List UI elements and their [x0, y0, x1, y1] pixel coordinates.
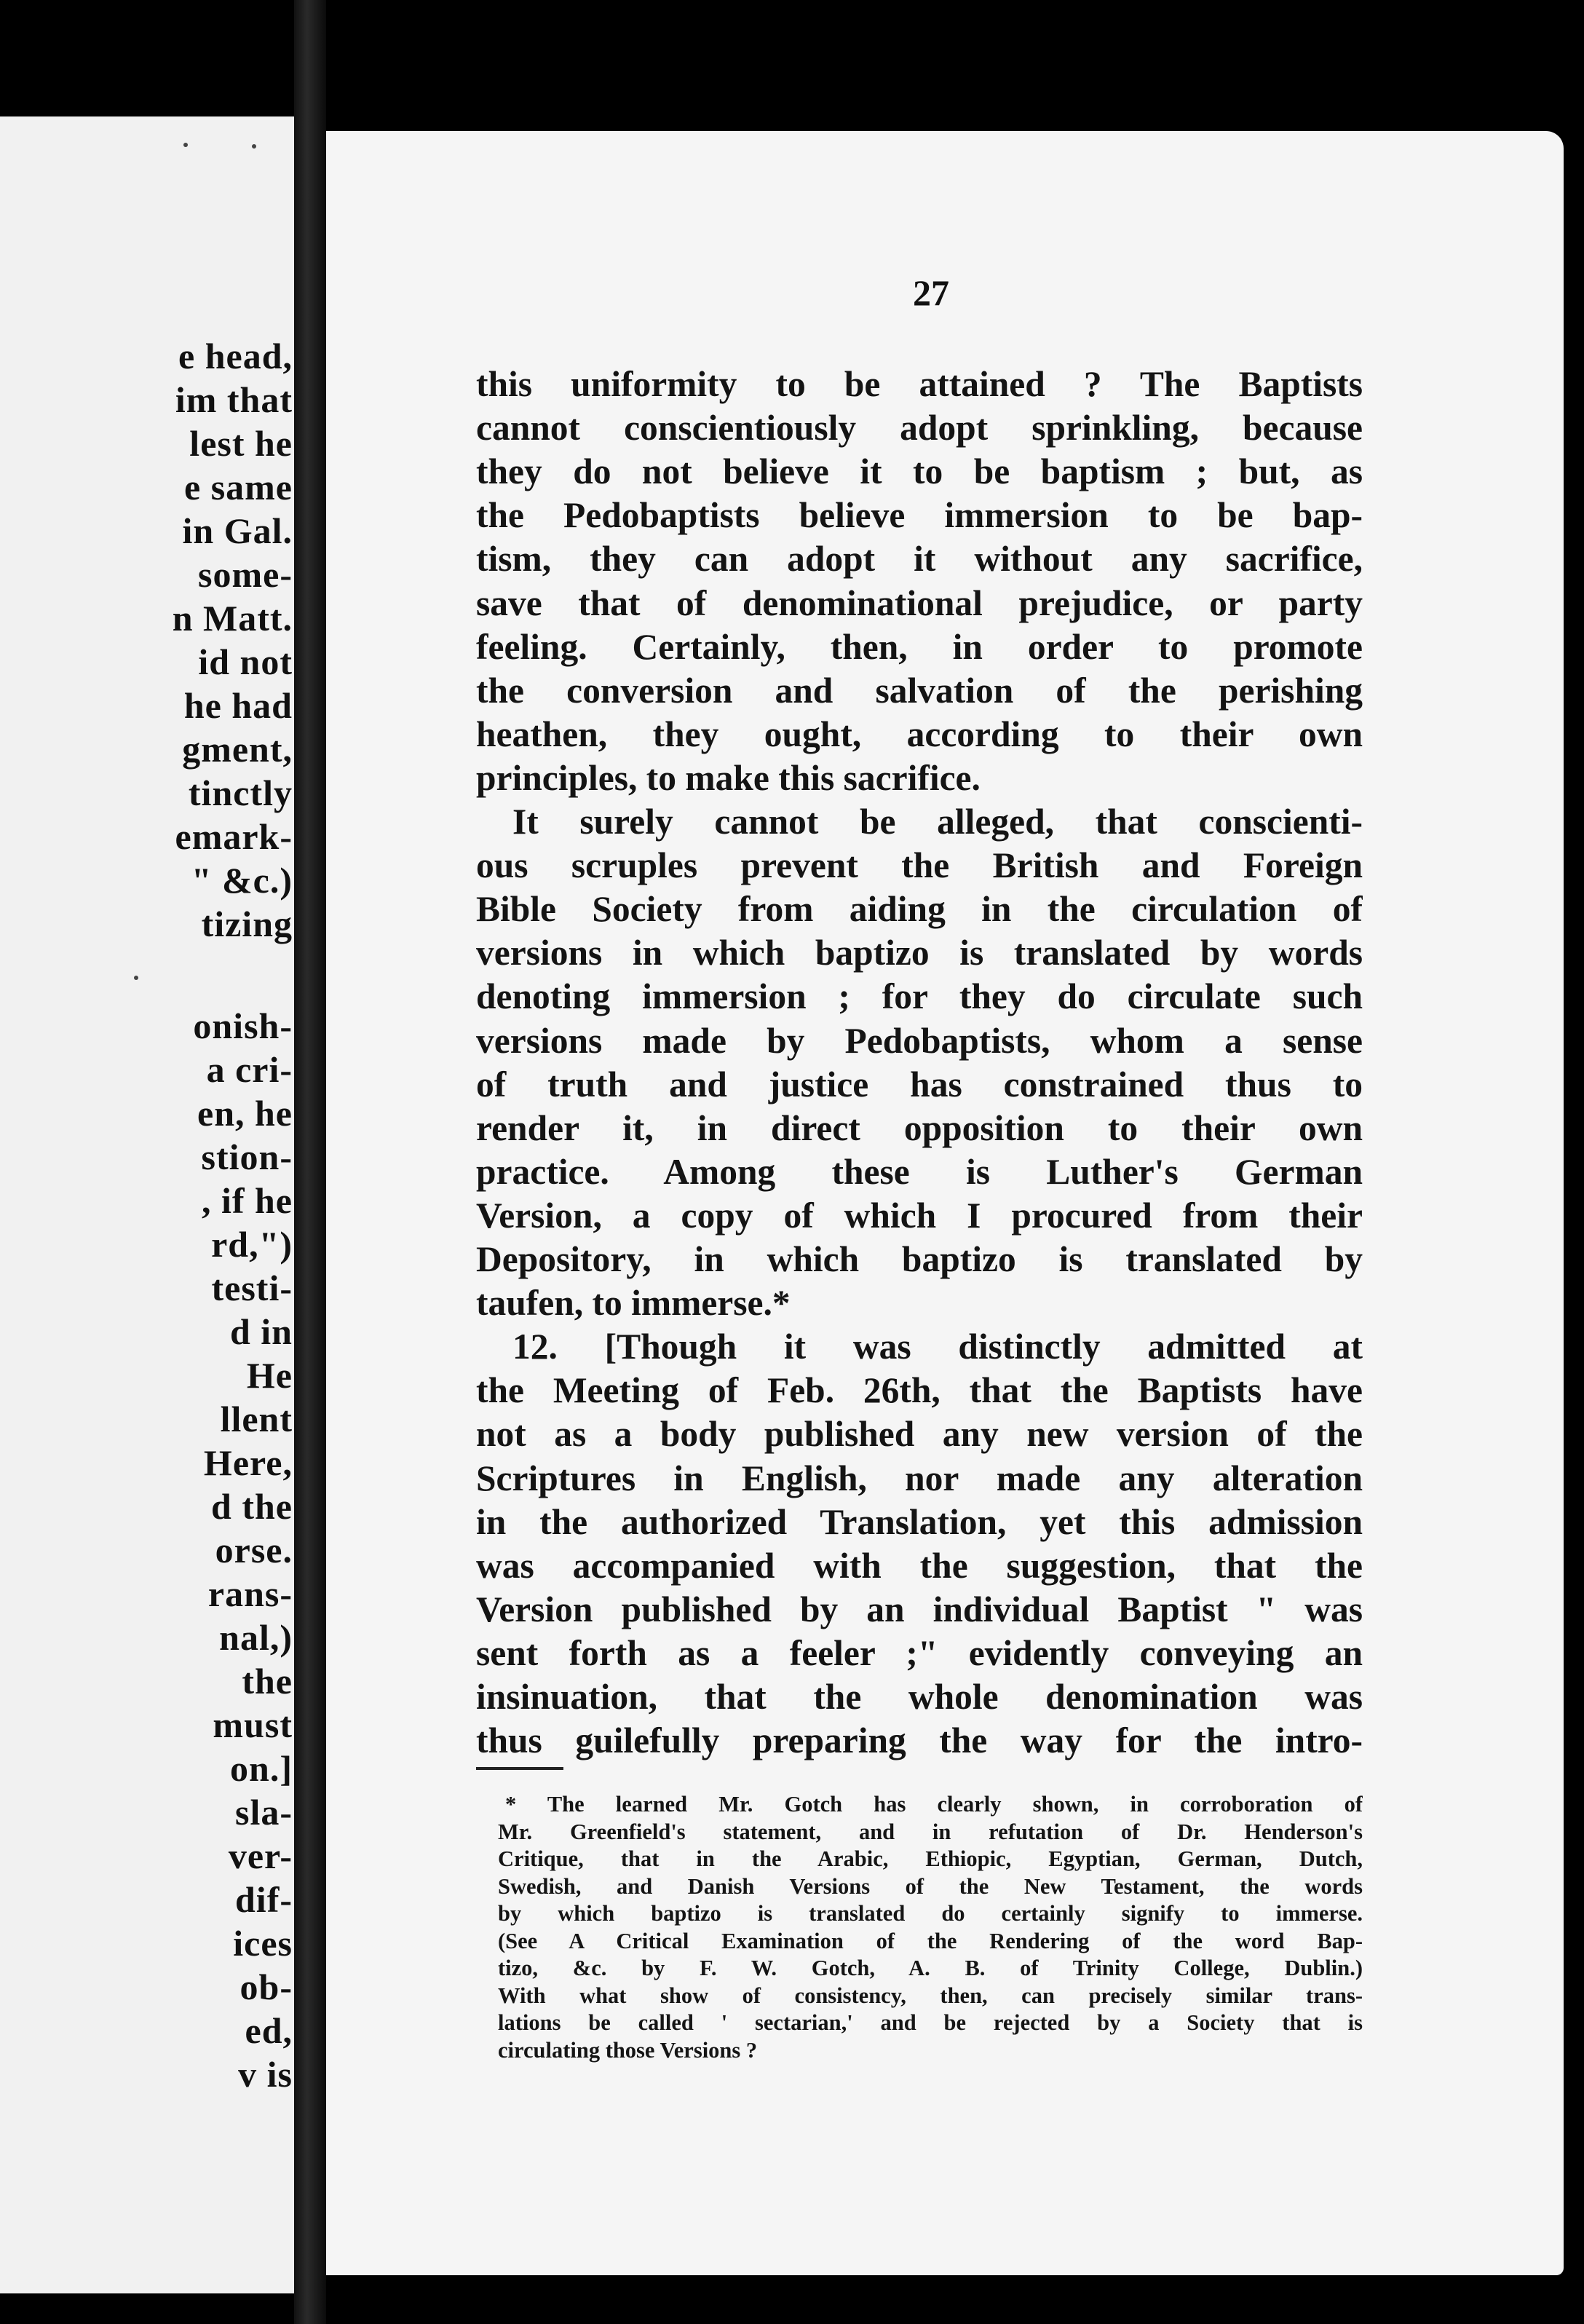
footnote-line: lations be called ' sectarian,' and be rejected by a Society that is	[498, 2010, 1363, 2035]
book-spine	[294, 0, 326, 2324]
left-page-line: He	[246, 1355, 293, 1396]
body-line: cannot conscientiously adopt sprinkling, because	[476, 408, 1363, 448]
body-line: 12. [Though it was distinctly admitted at	[512, 1327, 1363, 1367]
left-page-line: a cri-	[206, 1049, 293, 1090]
left-page-line: n Matt.	[172, 598, 293, 639]
left-page-line: en, he	[197, 1093, 293, 1134]
left-page-fragment	[0, 116, 306, 2293]
left-page-line: testi-	[211, 1268, 293, 1308]
left-page-line: d in	[229, 1311, 293, 1352]
footnote-line: With what show of consistency, then, can precisely similar trans-	[498, 1983, 1363, 2008]
footnote-line: tizo, &c. by F. W. Gotch, A. B. of Trinity College, Dublin.)	[498, 1956, 1363, 1980]
left-page-line: lest he	[189, 423, 293, 464]
body-line: not as a body published any new version of the	[476, 1414, 1363, 1455]
body-line: It surely cannot be alleged, that conscienti-	[512, 802, 1363, 842]
ink-speck	[183, 143, 188, 147]
left-page-line: sla-	[235, 1792, 293, 1833]
body-line: the Pedobaptists believe immersion to be bap-	[476, 495, 1363, 536]
left-page-line: im that	[175, 379, 293, 420]
body-line: ous scruples prevent the British and Foreign	[476, 845, 1363, 886]
footnote-line: * The learned Mr. Gotch has clearly shown, in corroboration of	[505, 1792, 1363, 1817]
body-line: they do not believe it to be baptism ; but, as	[476, 451, 1363, 492]
left-page-line: v is	[238, 2054, 293, 2095]
left-page-line: emark-	[175, 816, 293, 857]
left-page-line: he had	[183, 685, 293, 726]
left-page-line: , if he	[201, 1180, 293, 1221]
left-page-line: llent	[220, 1399, 293, 1439]
body-line: Bible Society from aiding in the circulation of	[476, 889, 1363, 930]
footnote-line: by which baptizo is translated do certainly signify to immerse.	[498, 1901, 1363, 1926]
body-line: thus guilefully preparing the way for the intro-	[476, 1720, 1363, 1761]
body-line: of truth and justice has constrained thus to	[476, 1064, 1363, 1104]
body-line: heathen, they ought, according to their own	[476, 714, 1363, 754]
body-line: taufen, to immerse.*	[476, 1283, 791, 1324]
left-page-line: ver-	[228, 1835, 293, 1876]
left-page-line: Here,	[203, 1442, 293, 1483]
footnote-line: (See A Critical Examination of the Rendering of the word Bap-	[498, 1928, 1363, 1953]
ink-speck	[252, 144, 256, 149]
body-line: Scriptures in English, nor made any alteration	[476, 1458, 1363, 1498]
body-line: versions made by Pedobaptists, whom a sense	[476, 1020, 1363, 1061]
body-line: sent forth as a feeler ;" evidently conveying an	[476, 1632, 1363, 1673]
left-page-line: rans-	[207, 1573, 293, 1614]
left-page-line: id not	[198, 641, 293, 682]
body-line: was accompanied with the suggestion, that the	[476, 1545, 1363, 1586]
left-page-line: orse.	[215, 1530, 293, 1570]
footnote-line: Swedish, and Danish Versions of the New Testament, the words	[498, 1873, 1363, 1899]
left-page-line: ob-	[239, 1967, 293, 2007]
left-page-line: some-	[198, 554, 293, 595]
left-page-line: onish-	[193, 1005, 293, 1046]
left-page-line: rd,")	[211, 1224, 293, 1265]
footnote-rule	[476, 1767, 563, 1770]
footnote-line: Mr. Greenfield's statement, and in refutation of Dr. Henderson's	[498, 1819, 1363, 1844]
left-page-line: d the	[211, 1486, 293, 1527]
body-line: versions in which baptizo is translated by words	[476, 933, 1363, 973]
left-page-line: tinctly	[188, 772, 293, 813]
left-page-line: nal,)	[219, 1617, 293, 1658]
page-number: 27	[913, 272, 949, 313]
body-line: save that of denominational prejudice, or party	[476, 582, 1363, 623]
body-line: this uniformity to be attained ? The Baptists	[476, 364, 1363, 404]
body-line: in the authorized Translation, yet this admission	[476, 1501, 1363, 1542]
body-line: render it, in direct opposition to their own	[476, 1107, 1363, 1148]
ink-speck	[134, 976, 138, 980]
left-page-line: stion-	[201, 1137, 293, 1177]
left-page-line: ed,	[245, 2010, 293, 2051]
left-page-line: tizing	[201, 904, 293, 944]
body-line: Version published by an individual Baptist " was	[476, 1589, 1363, 1629]
body-line: the Meeting of Feb. 26th, that the Baptists have	[476, 1370, 1363, 1411]
left-page-line: " &c.)	[191, 860, 293, 901]
left-page-line: must	[213, 1704, 293, 1745]
footnote-line: Critique, that in the Arabic, Ethiopic, Egyptian, German, Dutch,	[498, 1846, 1363, 1871]
left-page-line: gment,	[182, 729, 293, 770]
left-page-line: e head,	[178, 336, 293, 376]
left-page-line: dif-	[235, 1879, 293, 1920]
left-page-line: on.]	[230, 1748, 293, 1789]
body-line: practice. Among these is Luther's German	[476, 1151, 1363, 1192]
body-line: the conversion and salvation of the perishing	[476, 670, 1363, 711]
footnote-line: circulating those Versions ?	[498, 2037, 758, 2063]
left-page-line: ices	[233, 1923, 293, 1964]
left-page-line: e same	[184, 467, 293, 507]
body-line: Depository, in which baptizo is translated by	[476, 1239, 1363, 1279]
body-line: denoting immersion ; for they do circulate such	[476, 976, 1363, 1017]
body-line: tism, they can adopt it without any sacrifice,	[476, 539, 1363, 580]
left-page-line: in Gal.	[182, 510, 293, 551]
body-line: principles, to make this sacrifice.	[476, 757, 981, 798]
body-line: insinuation, that the whole denomination was	[476, 1677, 1363, 1717]
body-line: Version, a copy of which I procured from their	[476, 1195, 1363, 1236]
left-page-line: the	[242, 1661, 293, 1702]
body-line: feeling. Certainly, then, in order to promote	[476, 626, 1363, 667]
